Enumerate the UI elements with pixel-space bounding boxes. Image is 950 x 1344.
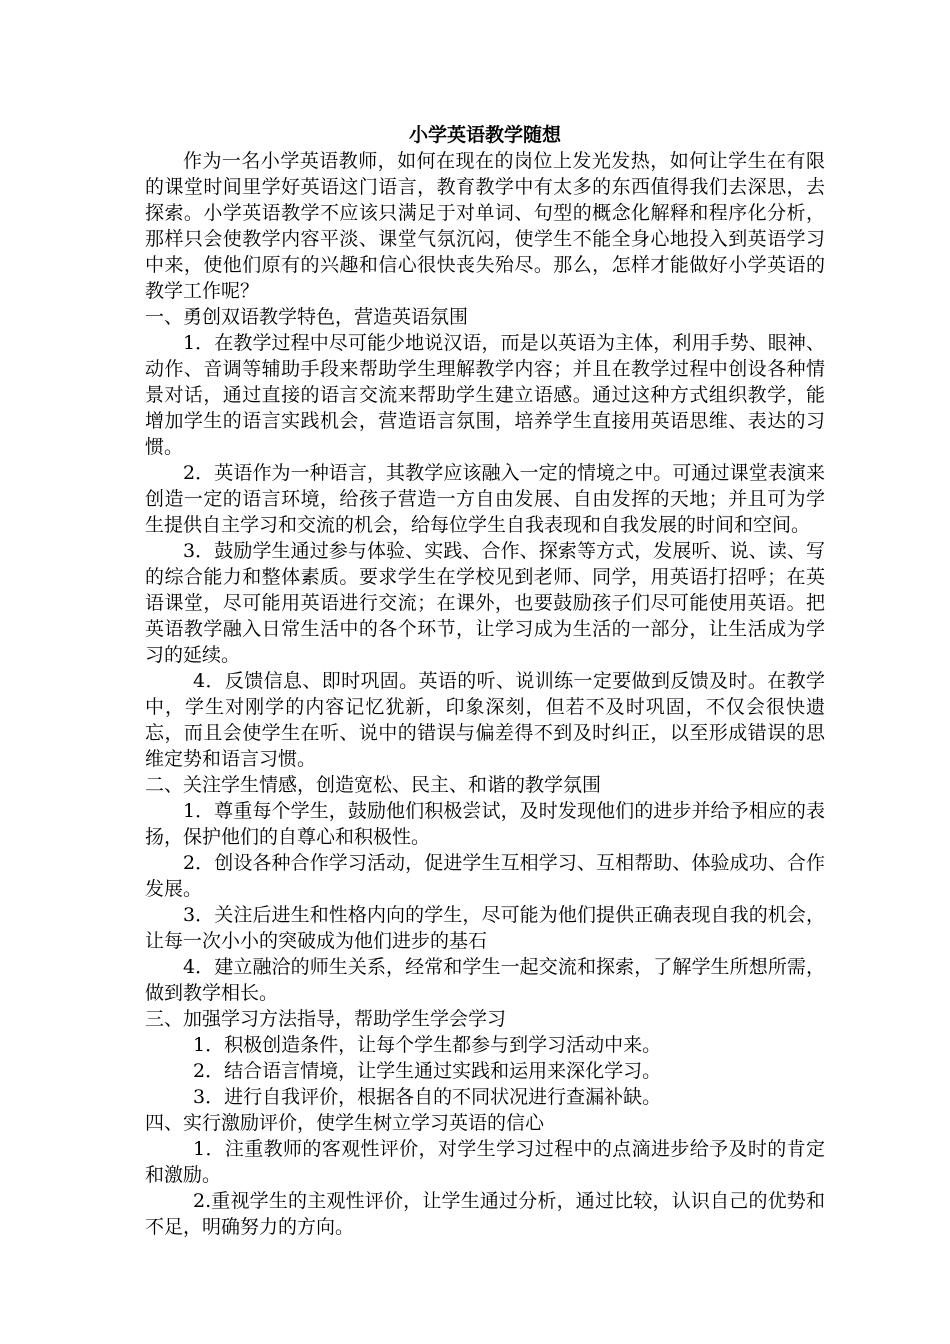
section-3-item-3: 3．进行自我评价，根据各自的不同状况进行查漏补缺。 <box>193 1086 662 1108</box>
section-1-item-2: 2．英语作为一种语言，其教学应该融入一定的情境之中。可通过课堂表演来创造一定的语言环境，给孩子营造一方自由发展、自由发挥的天地；并且可为学生提供自主学习和交流的机会，给每位学生自我表现和自我发展的时间和空间。 <box>145 462 825 536</box>
document-title: 小学英语教学随想 <box>408 124 561 146</box>
section-4-item-2: 2.重视学生的主观性评价，让学生通过分析，通过比较，认识自己的优势和不足，明确努力的方向。 <box>145 1190 825 1238</box>
section-heading-2: 二、关注学生情感，创造宽松、民主、和谐的教学氛围 <box>145 774 602 796</box>
section-2-item-2: 2．创设各种合作学习活动，促进学生互相学习、互相帮助、体验成功、合作发展。 <box>145 852 825 900</box>
section-heading-3: 三、加强学习方法指导，帮助学生学会学习 <box>145 1008 507 1030</box>
section-4-item-1: 1．注重教师的客观性评价，对学生学习过程中的点滴进步给予及时的肯定和激励。 <box>145 1138 825 1186</box>
section-2-item-3: 3．关注后进生和性格内向的学生，尽可能为他们提供正确表现自我的机会，让每一次小小的突破成为他们进步的基石 <box>145 904 825 952</box>
section-2-item-1: 1．尊重每个学生，鼓励他们积极尝试，及时发现他们的进步并给予相应的表扬，保护他们的自尊心和积极性。 <box>145 800 825 848</box>
section-1-item-3: 3．鼓励学生通过参与体验、实践、合作、探索等方式，发展听、说、读、写的综合能力和整体素质。要求学生在学校见到老师、同学，用英语打招呼；在英语课堂，尽可能用英语进行交流；在课外，也要鼓励孩子们尽可能使用英语。把英语教学融入日常生活中的各个环节，让学习成为生活的一部分，让生活成为学习的延续。 <box>145 540 825 666</box>
section-2-item-4: 4．建立融洽的师生关系，经常和学生一起交流和探索，了解学生所想所需，做到教学相长。 <box>145 956 825 1004</box>
section-heading-4: 四、实行激励评价，使学生树立学习英语的信心 <box>145 1112 545 1134</box>
section-3-item-1: 1．积极创造条件，让每个学生都参与到学习活动中来。 <box>193 1034 662 1056</box>
section-heading-1: 一、勇创双语教学特色，营造英语氛围 <box>145 306 469 328</box>
section-1-item-4: 4．反馈信息、即时巩固。英语的听、说训练一定要做到反馈及时。在教学中，学生对刚学的内容记忆犹新，印象深刻，但若不及时巩固，不仅会很快遗忘，而且会使学生在听、说中的错误与偏差得不到及时纠正，以至形成错误的思维定势和语言习惯。 <box>145 670 825 770</box>
section-3-item-2: 2．结合语言情境，让学生通过实践和运用来深化学习。 <box>193 1060 662 1082</box>
document-page <box>145 122 825 1240</box>
intro-paragraph: 作为一名小学英语教师，如何在现在的岗位上发光发热，如何让学生在有限的课堂时间里学好英语这门语言，教育教学中有太多的东西值得我们去深思，去探索。小学英语教学不应该只满足于对单词、句型的概念化解释和程序化分析，那样只会使教学内容平淡、课堂气氛沉闷，使学生不能全身心地投入到英语学习中来，使他们原有的兴趣和信心很快丧失殆尽。那么，怎样才能做好小学英语的教学工作呢？ <box>145 150 825 302</box>
section-1-item-1: 1．在教学过程中尽可能少地说汉语，而是以英语为主体，利用手势、眼神、动作、音调等辅助手段来帮助学生理解教学内容；并且在教学过程中创设各种情景对话，通过直接的语言交流来帮助学生建立语感。通过这种方式组织教学，能增加学生的语言实践机会，营造语言氛围，培养学生直接用英语思维、表达的习惯。 <box>145 332 825 458</box>
